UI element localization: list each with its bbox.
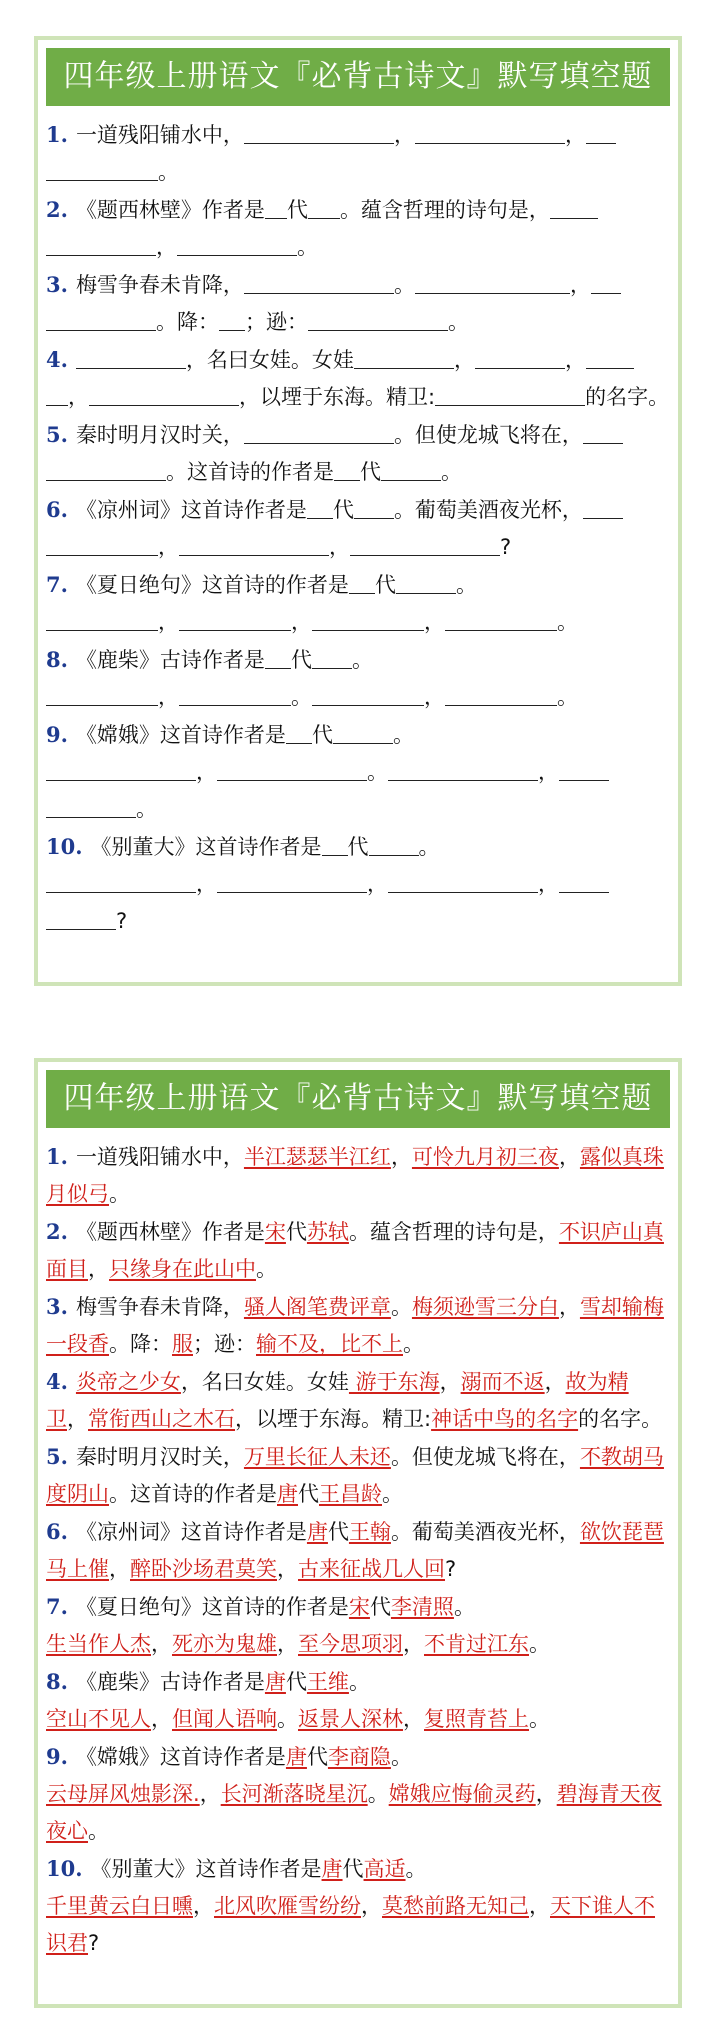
question-text: 《别董大》这首诗作者是 — [90, 835, 322, 859]
question-number: 10. — [46, 834, 83, 859]
punct: ， — [390, 1145, 412, 1169]
question-text: ，名曰女娃。女娃 — [180, 1370, 349, 1394]
punct: ? — [88, 1931, 100, 1955]
punct: ， — [403, 1707, 424, 1731]
question-number: 1. — [46, 1144, 68, 1169]
answer-text: 碧海青天夜夜心 — [46, 1782, 662, 1843]
answer-blank[interactable] — [354, 498, 394, 519]
answer-blank[interactable] — [308, 198, 340, 219]
question-text: 代 — [369, 1595, 391, 1619]
answer-6 — [46, 1513, 670, 1588]
answer-text: 不识庐山真面目 — [46, 1220, 664, 1281]
question-number: 6. — [46, 1519, 68, 1544]
answer-text: 云母屏风烛影深. — [46, 1782, 200, 1806]
question-text: 梅雪争春未肯降， — [75, 273, 244, 297]
question-number: 8. — [46, 1669, 68, 1694]
punct: ， — [544, 1370, 566, 1394]
punct: ， — [367, 872, 388, 896]
punct: 。 — [256, 1257, 277, 1281]
answer-text: 神话中鸟的名字 — [431, 1407, 579, 1431]
question-text: 代 — [347, 835, 369, 859]
punct: 。 — [393, 273, 415, 297]
punct: ， — [109, 1557, 130, 1581]
punct: 。 — [455, 573, 477, 597]
answer-blank[interactable] — [46, 160, 158, 181]
answer-text: 苏轼 — [306, 1220, 349, 1244]
answer-blank[interactable] — [179, 535, 329, 556]
punct: 。 — [367, 760, 388, 784]
answer-blank[interactable] — [46, 235, 156, 256]
answer-text: 古来征战几人回 — [298, 1557, 445, 1581]
answer-text: 唐 — [277, 1482, 298, 1506]
answer-blank[interactable] — [46, 310, 156, 331]
answer-blank[interactable] — [307, 498, 333, 519]
question-text: 。蕴含哲理的诗句是， — [348, 1220, 559, 1244]
question-text: 代 — [327, 1520, 349, 1544]
punct: 。 — [158, 160, 179, 184]
punct: 。 — [291, 685, 312, 709]
answer-blank[interactable] — [415, 123, 565, 144]
answer-blank[interactable] — [333, 723, 393, 744]
punct: ， — [393, 123, 415, 147]
answer-blank[interactable] — [583, 498, 623, 519]
answer-blank[interactable] — [559, 872, 609, 893]
punct: 。 — [529, 1632, 550, 1656]
question-text: 《鹿柴》古诗作者是 — [75, 1670, 265, 1694]
question-text: 秦时明月汉时关， — [75, 423, 244, 447]
question-text: 《凉州词》这首诗作者是 — [75, 1520, 307, 1544]
punct: ， — [538, 760, 559, 784]
answer-blank[interactable] — [354, 348, 454, 369]
answer-blank[interactable] — [445, 610, 557, 631]
question-number: 3. — [46, 272, 68, 297]
question-text: ，名曰女娃。女娃 — [185, 348, 354, 372]
answer-blank[interactable] — [312, 648, 352, 669]
answer-text: 王翰 — [348, 1520, 391, 1544]
question-text: 《题西林壁》作者是 — [75, 198, 265, 222]
answer-blank[interactable] — [179, 610, 291, 631]
question-text: 一道残阳铺水中， — [75, 1145, 244, 1169]
answer-text: 死亦为鬼雄 — [172, 1632, 277, 1656]
punct: ， — [403, 1632, 424, 1656]
punct: 。 — [136, 797, 157, 821]
answer-text: 宋 — [348, 1595, 370, 1619]
question-text: 《嫦娥》这首诗作者是 — [75, 723, 286, 747]
question-number: 2. — [46, 197, 68, 222]
question-text: ，以堙于东海。精卫: — [239, 385, 436, 409]
punct: ， — [361, 1894, 382, 1918]
punct: ， — [569, 273, 591, 297]
punct: ， — [277, 1557, 298, 1581]
answer-text: 万里长征人未还 — [243, 1445, 391, 1469]
punct: 。 — [390, 1295, 412, 1319]
question-text: 《凉州词》这首诗作者是 — [75, 498, 307, 522]
answer-blank[interactable] — [586, 348, 634, 369]
question-10 — [46, 828, 670, 940]
answer-blank[interactable] — [415, 273, 570, 294]
punct: ， — [558, 1295, 580, 1319]
punct: ， — [291, 610, 312, 634]
question-5 — [46, 416, 670, 491]
answer-blank[interactable] — [312, 685, 424, 706]
question-text: 的名字。 — [585, 385, 670, 409]
question-text: 。降： — [156, 310, 219, 334]
answer-text: 唐 — [321, 1857, 343, 1881]
answer-blank[interactable] — [217, 872, 367, 893]
answer-blank[interactable] — [76, 348, 186, 369]
question-text: 《别董大》这首诗作者是 — [90, 1857, 322, 1881]
answer-text: 北风吹雁雪纷纷 — [214, 1894, 361, 1918]
answer-4 — [46, 1363, 670, 1438]
answer-blank[interactable] — [244, 273, 394, 294]
question-text: 一道残阳铺水中， — [75, 123, 244, 147]
punct: 。 — [351, 648, 373, 672]
punct: 。 — [277, 1707, 298, 1731]
answer-text: 服 — [172, 1332, 193, 1356]
question-text: 代 — [360, 460, 381, 484]
answer-blank[interactable] — [369, 835, 419, 856]
punct: ? — [500, 535, 512, 559]
answer-text: 游于东海 — [348, 1370, 440, 1394]
question-number: 9. — [46, 1744, 68, 1769]
answer-text: 不肯过江东 — [424, 1632, 529, 1656]
answer-text: 唐 — [306, 1520, 328, 1544]
question-number: 8. — [46, 647, 68, 672]
answer-blank[interactable] — [475, 348, 565, 369]
answer-text: 常衔西山之木石 — [88, 1407, 235, 1431]
answer-text: 梅须逊雪三分白 — [411, 1295, 559, 1319]
question-text: 的名字。 — [578, 1407, 663, 1431]
answer-text: 醉卧沙场君莫笑 — [130, 1557, 277, 1581]
question-text: 代 — [285, 1670, 307, 1694]
question-text: 。这首诗的作者是 — [109, 1482, 277, 1506]
answer-text: 空山不见人 — [46, 1707, 151, 1731]
question-text: 代 — [311, 723, 333, 747]
punct: 。 — [297, 235, 318, 259]
answer-blank[interactable] — [265, 648, 291, 669]
question-text: 。葡萄美酒夜光杯， — [393, 498, 583, 522]
answer-text: 千里黄云白日曛 — [46, 1894, 193, 1918]
punct: 。 — [348, 1670, 370, 1694]
worksheet-blank-card — [34, 36, 682, 986]
question-number: 5. — [46, 422, 68, 447]
answer-blank[interactable] — [46, 797, 136, 818]
answer-blank[interactable] — [559, 760, 609, 781]
answer-blank[interactable] — [244, 123, 394, 144]
answer-text: 炎帝之少女 — [75, 1370, 181, 1394]
answer-blank[interactable] — [308, 310, 448, 331]
punct: ， — [196, 872, 217, 896]
punct: 。 — [405, 1857, 427, 1881]
answer-blank[interactable] — [179, 685, 291, 706]
question-number: 7. — [46, 572, 68, 597]
punct: 。 — [453, 1595, 475, 1619]
answer-8 — [46, 1663, 670, 1738]
answer-blank[interactable] — [586, 123, 616, 144]
punct: ， — [156, 235, 177, 259]
question-2 — [46, 191, 670, 266]
answer-blank[interactable] — [46, 872, 196, 893]
question-text: 。但使龙城飞将在， — [393, 423, 583, 447]
punct: ， — [535, 1782, 557, 1806]
punct: ， — [158, 610, 179, 634]
answer-text: 露似真珠月似弓 — [46, 1145, 664, 1206]
question-text: 《夏日绝句》这首诗的作者是 — [75, 573, 349, 597]
punct: ， — [538, 872, 559, 896]
punct: ， — [424, 685, 445, 709]
question-text: 。这首诗的作者是 — [166, 460, 334, 484]
answer-3 — [46, 1288, 670, 1363]
punct: ， — [564, 348, 586, 372]
answer-text: 不教胡马度阴山 — [46, 1445, 664, 1506]
punct: ， — [151, 1632, 172, 1656]
answer-text: 宋 — [264, 1220, 286, 1244]
question-number: 3. — [46, 1294, 68, 1319]
answer-text: 李清照 — [390, 1595, 454, 1619]
answer-text: 只缘身在此山中 — [109, 1257, 256, 1281]
answer-blank[interactable] — [244, 423, 394, 444]
punct: ， — [439, 1370, 461, 1394]
punct: 。 — [88, 1819, 109, 1843]
punct: ? — [445, 1557, 457, 1581]
answer-blank[interactable] — [349, 573, 375, 594]
punct: ， — [558, 1145, 580, 1169]
answer-blank[interactable] — [46, 610, 158, 631]
punct: 。 — [529, 1707, 550, 1731]
answer-5 — [46, 1438, 670, 1513]
punct: ， — [529, 1894, 550, 1918]
question-text: 。葡萄美酒夜光杯， — [390, 1520, 580, 1544]
question-text: 代 — [332, 498, 354, 522]
answer-blank[interactable] — [286, 723, 312, 744]
answer-blank[interactable] — [46, 385, 68, 406]
answer-blank[interactable] — [334, 460, 360, 481]
answer-text: 嫦娥应悔偷灵药 — [388, 1782, 536, 1806]
question-text: 《嫦娥》这首诗作者是 — [75, 1745, 286, 1769]
punct: 。 — [367, 1782, 389, 1806]
question-number: 4. — [46, 347, 68, 372]
answer-blank[interactable] — [217, 760, 367, 781]
punct: 。 — [392, 723, 414, 747]
worksheet-title: 四年级上册语文『必背古诗文』默写填空题 — [46, 48, 670, 106]
answer-blank[interactable] — [591, 273, 621, 294]
question-text: 代 — [306, 1745, 328, 1769]
punct: ， — [158, 535, 179, 559]
answer-blank[interactable] — [177, 235, 297, 256]
question-text: 《夏日绝句》这首诗的作者是 — [75, 1595, 349, 1619]
question-text: 代 — [298, 1482, 319, 1506]
punct: ， — [199, 1782, 221, 1806]
question-number: 10. — [46, 1856, 83, 1881]
answer-text: 王维 — [306, 1670, 349, 1694]
question-number: 4. — [46, 1369, 68, 1394]
question-4 — [46, 341, 670, 416]
answer-blank[interactable] — [381, 460, 441, 481]
answer-text: 唐 — [285, 1745, 307, 1769]
punct: ， — [68, 385, 89, 409]
answer-blank[interactable] — [435, 385, 585, 406]
question-text: 代 — [374, 573, 396, 597]
punct: ， — [453, 348, 475, 372]
question-text: 。降： — [109, 1332, 172, 1356]
answer-blank[interactable] — [46, 909, 116, 930]
punct: ， — [329, 535, 350, 559]
answer-9 — [46, 1738, 670, 1850]
question-text: ；逊： — [245, 310, 308, 334]
question-number: 5. — [46, 1444, 68, 1469]
question-text: 秦时明月汉时关， — [75, 1445, 244, 1469]
question-text: 代 — [342, 1857, 364, 1881]
question-6 — [46, 491, 670, 566]
punct: ， — [88, 1257, 109, 1281]
punct: 。 — [390, 1745, 412, 1769]
answer-text: 高适 — [363, 1857, 406, 1881]
answer-text: 王昌龄 — [319, 1482, 382, 1506]
punct: ， — [67, 1407, 88, 1431]
answer-blank[interactable] — [550, 198, 598, 219]
question-9 — [46, 716, 670, 828]
answer-blank[interactable] — [219, 310, 245, 331]
answer-blank[interactable] — [265, 198, 287, 219]
answer-7 — [46, 1588, 670, 1663]
question-list — [38, 106, 678, 940]
answer-text: 李商隐 — [327, 1745, 391, 1769]
question-text: ，以堙于东海。精卫: — [235, 1407, 432, 1431]
answer-text: 欲饮琵琶马上催 — [46, 1520, 664, 1581]
answer-blank[interactable] — [322, 835, 348, 856]
answer-text: 骚人阁笔费评章 — [243, 1295, 391, 1319]
answer-10 — [46, 1850, 670, 1962]
question-number: 6. — [46, 497, 68, 522]
question-text: 《鹿柴》古诗作者是 — [75, 648, 265, 672]
answer-blank[interactable] — [89, 385, 239, 406]
answer-blank[interactable] — [350, 535, 500, 556]
punct: ， — [564, 123, 586, 147]
question-text: 代 — [285, 1220, 307, 1244]
question-number: 2. — [46, 1219, 68, 1244]
answer-blank[interactable] — [46, 760, 196, 781]
answer-1 — [46, 1138, 670, 1213]
answer-list — [38, 1128, 678, 1962]
punct: 。 — [403, 1332, 424, 1356]
question-text: 。但使龙城飞将在， — [390, 1445, 580, 1469]
answer-text: 但闻人语响 — [172, 1707, 277, 1731]
answer-2 — [46, 1213, 670, 1288]
question-text: 梅雪争春未肯降， — [75, 1295, 244, 1319]
answer-text: 可怜九月初三夜 — [411, 1145, 559, 1169]
punct: ， — [424, 610, 445, 634]
answer-blank[interactable] — [388, 760, 538, 781]
punct: 。 — [418, 835, 440, 859]
answer-text: 返景人深林 — [298, 1707, 403, 1731]
answer-text: 生当作人杰 — [46, 1632, 151, 1656]
answer-blank[interactable] — [388, 872, 538, 893]
answer-blank[interactable] — [46, 535, 158, 556]
question-text: 《题西林壁》作者是 — [75, 1220, 265, 1244]
answer-blank[interactable] — [312, 610, 424, 631]
answer-blank[interactable] — [583, 423, 623, 444]
question-text: 代 — [290, 648, 312, 672]
answer-text: 半江瑟瑟半江红 — [243, 1145, 391, 1169]
answer-text: 至今思项羽 — [298, 1632, 403, 1656]
punct: ， — [193, 1894, 214, 1918]
answer-blank[interactable] — [445, 685, 557, 706]
answer-blank[interactable] — [396, 573, 456, 594]
question-number: 7. — [46, 1594, 68, 1619]
worksheet-answer-card — [34, 1058, 682, 2008]
answer-text: 长河渐落晓星沉 — [220, 1782, 368, 1806]
punct: 。 — [557, 610, 578, 634]
worksheet-title: 四年级上册语文『必背古诗文』默写填空题 — [46, 1070, 670, 1128]
punct: ? — [116, 909, 128, 933]
question-8 — [46, 641, 670, 716]
question-text: ；逊： — [193, 1332, 256, 1356]
punct: ， — [151, 1707, 172, 1731]
answer-text: 莫愁前路无知己 — [382, 1894, 529, 1918]
question-text: 。蕴含哲理的诗句是， — [339, 198, 550, 222]
question-number: 1. — [46, 122, 68, 147]
punct: 。 — [557, 685, 578, 709]
answer-text: 唐 — [264, 1670, 286, 1694]
question-3 — [46, 266, 670, 341]
punct: ， — [196, 760, 217, 784]
question-7 — [46, 566, 670, 641]
punct: 。 — [441, 460, 462, 484]
punct: ， — [277, 1632, 298, 1656]
answer-text: 故为精卫 — [46, 1370, 629, 1431]
punct: 。 — [382, 1482, 403, 1506]
punct: ， — [158, 685, 179, 709]
answer-text: 雪却输梅一段香 — [46, 1295, 664, 1356]
question-text: 代 — [286, 198, 308, 222]
answer-text: 输不及，比不上 — [256, 1332, 403, 1356]
question-1 — [46, 116, 670, 191]
question-number: 9. — [46, 722, 68, 747]
answer-text: 溺而不返 — [460, 1370, 545, 1394]
punct: 。 — [109, 1182, 130, 1206]
answer-text: 复照青苔上 — [424, 1707, 529, 1731]
answer-blank[interactable] — [46, 460, 166, 481]
punct: 。 — [448, 310, 469, 334]
answer-blank[interactable] — [46, 685, 158, 706]
answer-text: 天下谁人不识君 — [46, 1894, 655, 1955]
